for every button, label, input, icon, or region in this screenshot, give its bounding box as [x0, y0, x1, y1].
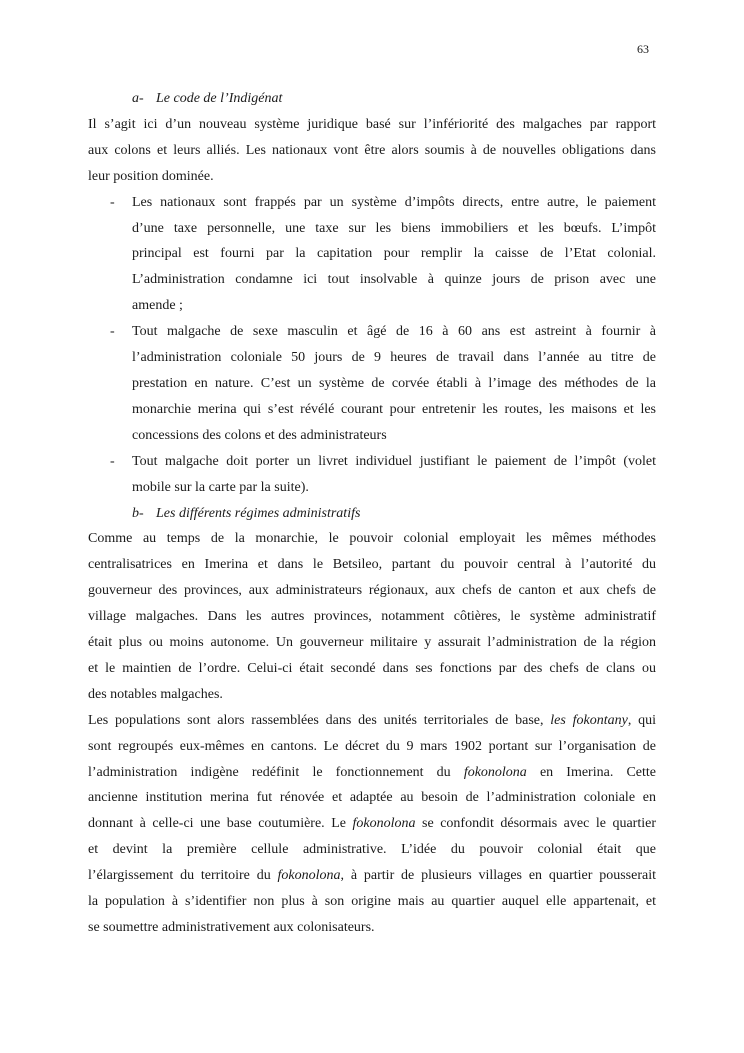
paragraph-line: et le maintien de l’ordre. Celui-ci était secondé dans ses fonctions par des chefs de clans ou — [88, 660, 656, 676]
paragraph-line: des notables malgaches. — [88, 686, 223, 702]
paragraph-line — [88, 811, 656, 837]
paragraph-line: se soumettre administrativement aux colonisateurs. — [88, 920, 375, 935]
text-run: , qui — [627, 712, 656, 728]
page-number: 63 — [637, 42, 649, 56]
paragraph-line: la population à s’identifier non plus à son origine mais au quartier auquel elle appartenait, et — [88, 894, 656, 910]
list-dash: - — [110, 194, 115, 210]
list-item — [88, 319, 656, 449]
list-line: concessions des colons et des administrateurs — [132, 427, 387, 443]
list-line: amende ; — [132, 298, 183, 314]
section-b-title: Les différents régimes administratifs — [156, 505, 361, 521]
paragraph-line — [88, 760, 656, 786]
list-line: l’administration coloniale 50 jours de 9 heures de travail dans l’année au titre de — [132, 350, 656, 366]
paragraph-line: Il s’agit ici d’un nouveau système juridique basé sur l’infériorité des malgaches par rapport — [88, 116, 656, 132]
list-line: Tout malgache doit porter un livret individuel justifiant le paiement de l’impôt (volet — [132, 453, 656, 469]
paragraph-line: village malgaches. Dans les autres provinces, notamment côtières, le système administratif — [88, 609, 656, 625]
text-run: l’administration indigène redéfinit le fonctionnement du — [88, 764, 464, 780]
section-a-title: Le code de l’Indigénat — [156, 91, 283, 106]
italic-term: les fokontany — [550, 712, 628, 728]
text-run: donnant à celle-ci une base coutumière. Le — [88, 816, 353, 832]
section-b-label: b- — [132, 505, 144, 521]
text-run: Les populations sont alors rassemblées dans des unités territoriales de base, — [88, 712, 551, 728]
list-line: L’administration condamne ici tout insolvable à quinze jours de prison avec une — [132, 272, 656, 288]
paragraph-line — [88, 708, 656, 734]
paragraph-line: centralisatrices en Imerina et dans le Betsileo, partant du pouvoir central à l’autorité du — [88, 557, 656, 573]
italic-term: fokonolona — [463, 764, 527, 780]
paragraph-line: et devint la première cellule administrative. L’idée du pouvoir colonial était que — [88, 842, 656, 858]
text-run: l’élargissement du territoire du — [88, 868, 278, 884]
paragraph-line: Comme au temps de la monarchie, le pouvoir colonial employait les mêmes méthodes — [88, 531, 656, 547]
section-b-paragraph-1 — [88, 526, 656, 707]
list-line: prestation en nature. C’est un système de corvée établi à l’image des méthodes de la — [132, 375, 656, 391]
paragraph-line — [88, 863, 656, 889]
list-line: Les nationaux sont frappés par un système d’impôts directs, entre autre, le paiement — [132, 194, 656, 210]
paragraph-line: ancienne institution merina fut rénovée et adaptée au besoin de l’administration coloniale en — [88, 790, 656, 806]
list-line: Tout malgache de sexe masculin et âgé de 16 à 60 ans est astreint à fournir à — [132, 324, 656, 340]
list-line: monarchie merina qui s’est révélé courant pour entretenir les routes, les maisons et les — [132, 401, 656, 417]
list-item — [88, 190, 656, 320]
list-item — [88, 449, 656, 501]
section-b-paragraph-2 — [88, 708, 656, 941]
paragraph-line: gouverneur des provinces, aux administrateurs régionaux, aux chefs de canton et aux chefs de — [88, 583, 656, 599]
section-a-intro — [88, 112, 656, 190]
section-a-heading — [88, 86, 656, 112]
text-run: , à partir de plusieurs villages en quartier pousserait — [340, 868, 656, 884]
paragraph-line: était plus ou moins autonome. Un gouverneur militaire y assurait l’administration de la région — [88, 635, 656, 651]
section-b-heading — [88, 501, 656, 527]
list-line: principal est fourni par la capitation pour remplir la caisse de l’Etat colonial. — [132, 246, 656, 262]
italic-term: fokonolona — [277, 868, 341, 884]
list-dash: - — [110, 324, 115, 340]
text-run: se confondit désormais avec le quartier — [415, 816, 656, 832]
italic-term: fokonolona — [352, 816, 416, 832]
list-line: d’une taxe personnelle, une taxe sur les biens immobiliers et les bœufs. L’impôt — [132, 220, 656, 236]
paragraph-line: leur position dominée. — [88, 168, 214, 184]
list-dash: - — [110, 453, 115, 469]
paragraph-line: sont regroupés eux-mêmes en cantons. Le décret du 9 mars 1902 portant sur l’organisation de — [88, 738, 656, 754]
list-line: mobile sur la carte par la suite). — [132, 479, 309, 495]
page-body — [88, 86, 656, 941]
paragraph-line: aux colons et leurs alliés. Les nationaux vont être alors soumis à de nouvelles obligations dans — [88, 142, 656, 158]
section-a-label: a- — [132, 91, 144, 106]
text-run: en Imerina. Cette — [526, 764, 656, 780]
